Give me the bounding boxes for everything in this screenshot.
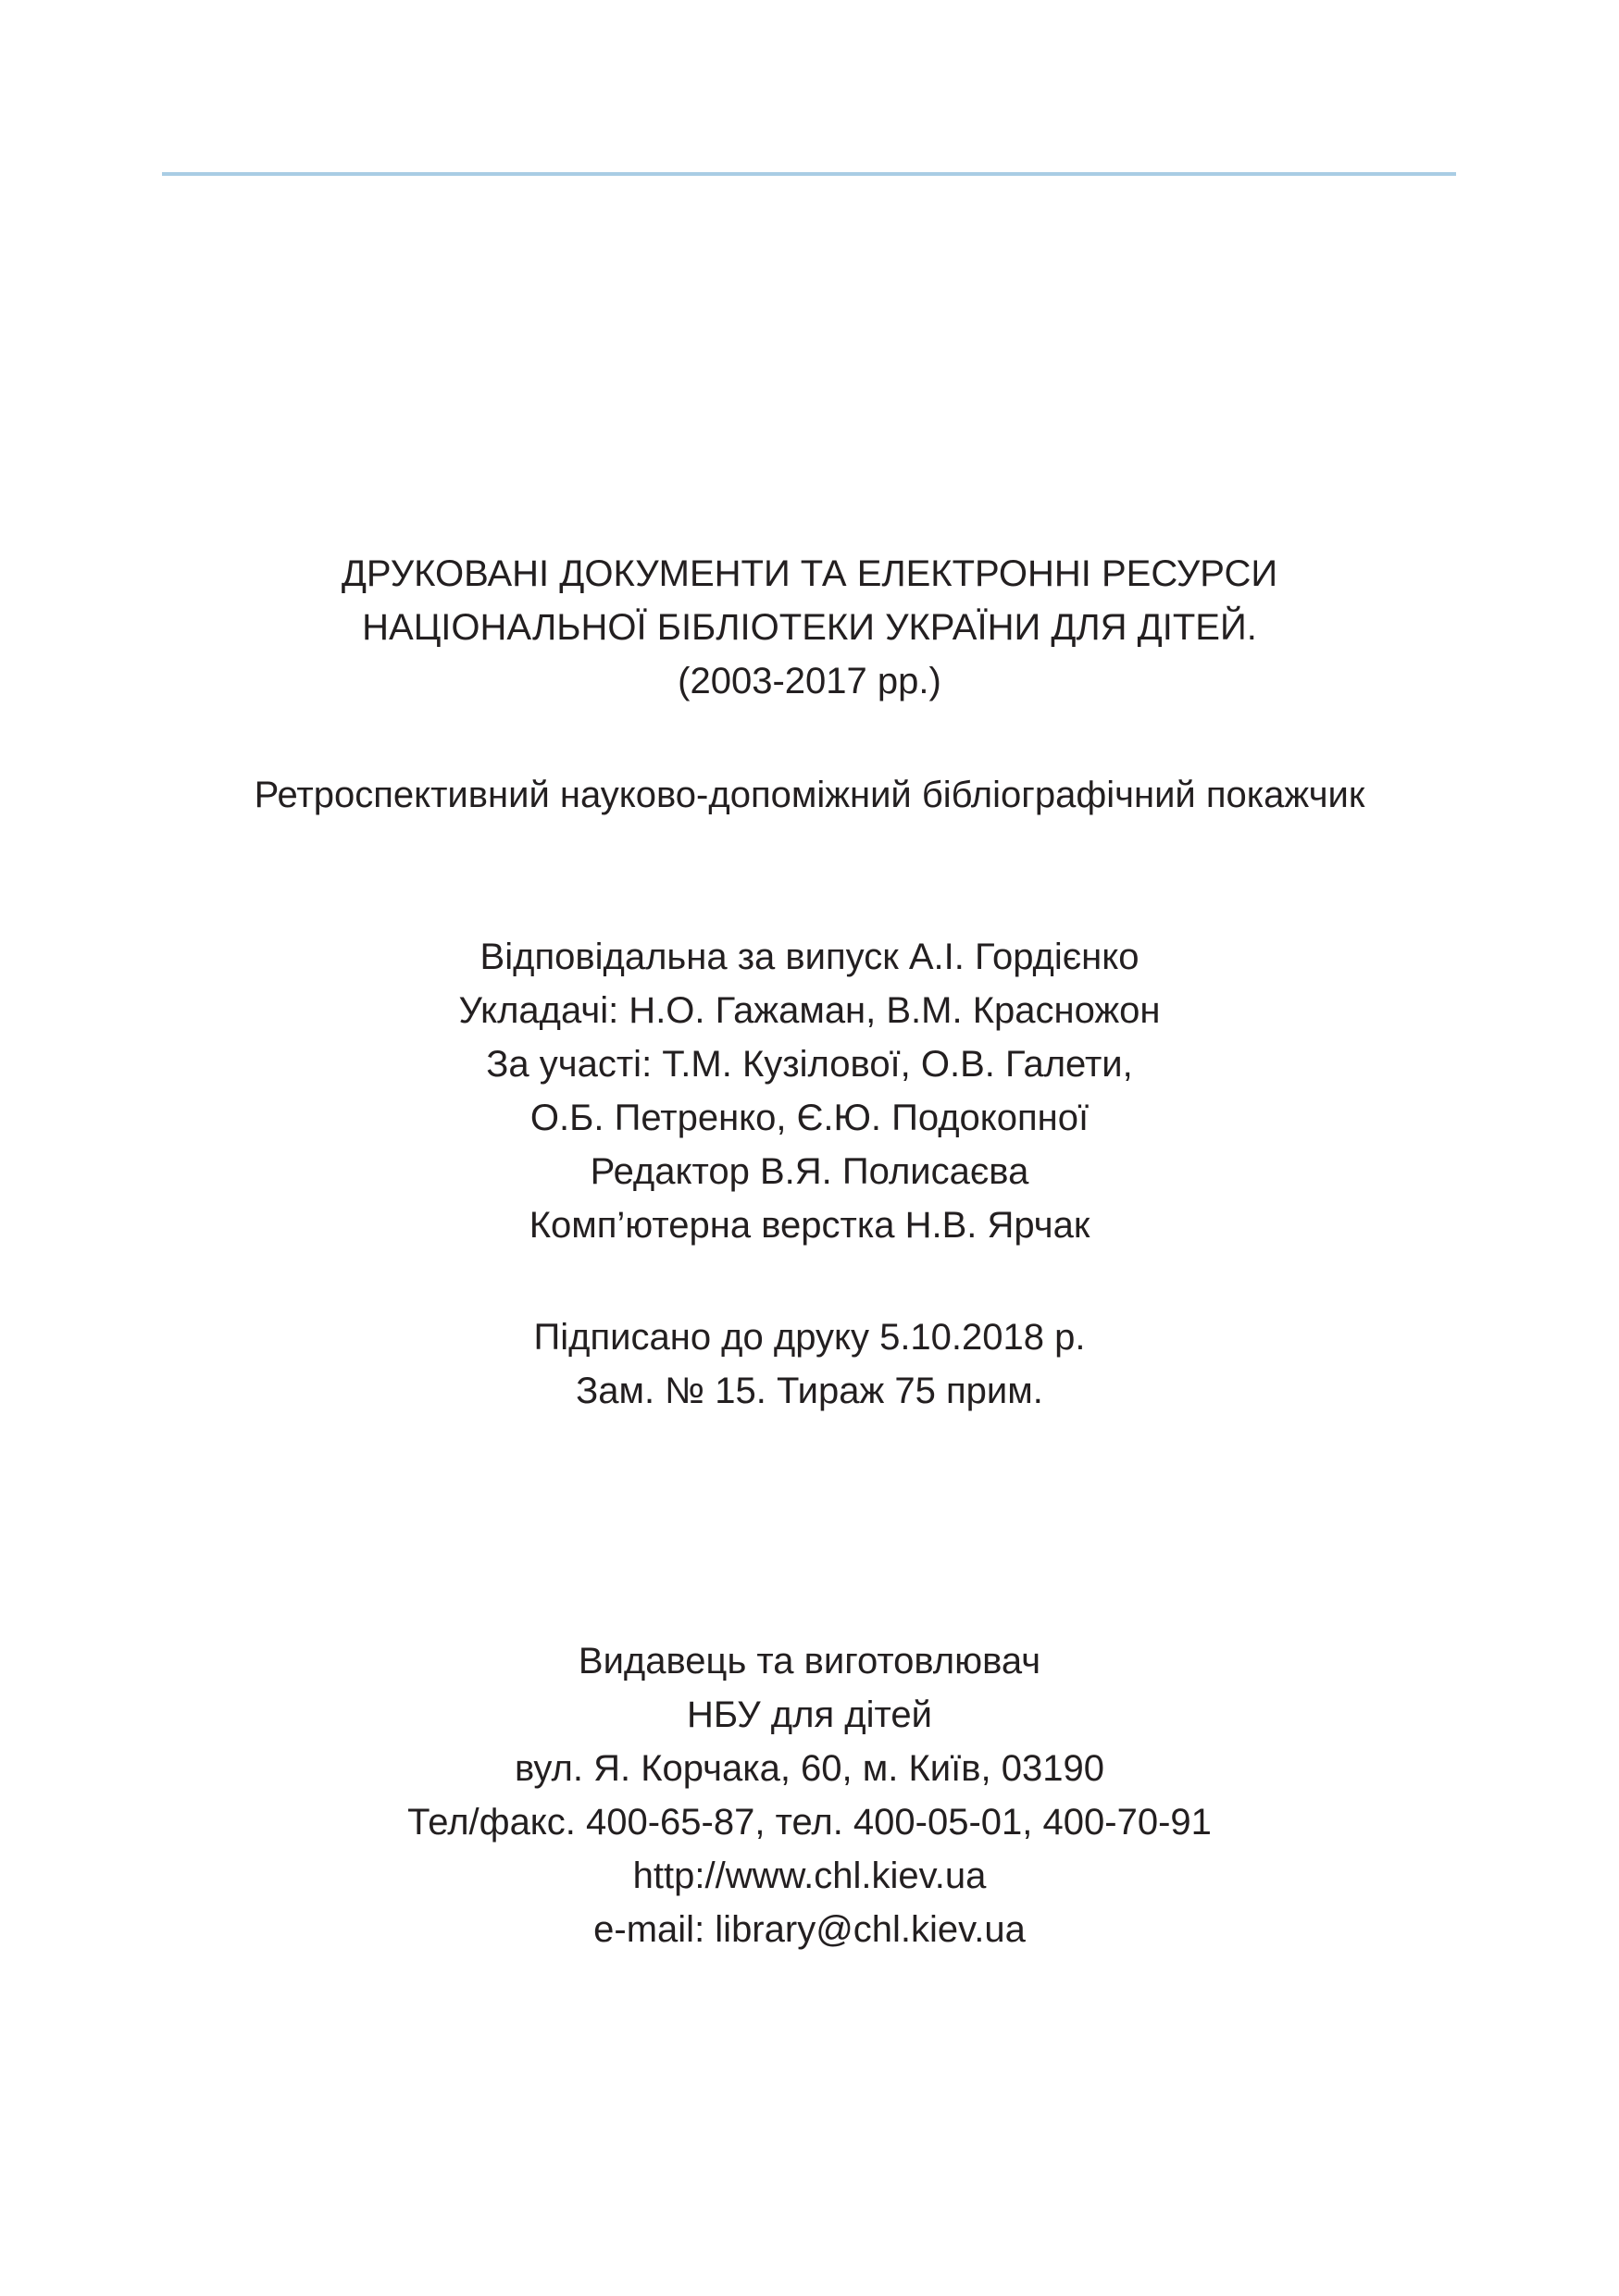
publisher-email: e-mail: library@chl.kiev.ua: [593, 1909, 1026, 1950]
print-info: [0, 1310, 1619, 1418]
publisher-info: [0, 1634, 1619, 1956]
signed-date: Підписано до друку 5.10.2018 р.: [533, 1317, 1086, 1358]
title-line-1: ДРУКОВАНІ ДОКУМЕНТИ ТА ЕЛЕКТРОННІ РЕСУРСИ: [341, 553, 1278, 594]
credit-line: Редактор В.Я. Полисаєва: [590, 1151, 1029, 1192]
document-title: [0, 547, 1619, 708]
top-divider: [162, 172, 1456, 176]
publisher-address: вул. Я. Корчака, 60, м. Київ, 03190: [515, 1748, 1104, 1789]
publisher-heading: Видавець та виготовлювач: [578, 1641, 1041, 1682]
document-subtitle: [0, 768, 1619, 822]
credit-line: За участі: Т.М. Кузілової, О.В. Галети,: [486, 1044, 1133, 1085]
credit-line: Укладачі: Н.О. Гажаман, В.М. Красножон: [458, 990, 1161, 1031]
subtitle-text: Ретроспективний науково-допоміжний бібліографічний покажчик: [254, 775, 1365, 815]
order-circulation: Зам. № 15. Тираж 75 прим.: [576, 1371, 1043, 1411]
title-line-2: НАЦІОНАЛЬНОЇ БІБЛІОТЕКИ УКРАЇНИ ДЛЯ ДІТЕЙ.: [362, 607, 1257, 648]
credit-line: Відповідальна за випуск А.І. Гордієнко: [479, 937, 1140, 977]
credit-line: О.Б. Петренко, Є.Ю. Подокопної: [529, 1098, 1090, 1138]
publisher-phones: Тел/факс. 400-65-87, тел. 400-05-01, 400-70-91: [407, 1802, 1212, 1843]
credits: [0, 930, 1619, 1252]
title-years: (2003-2017 рр.): [678, 661, 941, 701]
publisher-name: НБУ для дітей: [687, 1694, 932, 1735]
credit-line: Комп’ютерна верстка Н.В. Ярчак: [529, 1205, 1090, 1246]
publisher-website: http://www.chl.kiev.ua: [632, 1855, 987, 1896]
